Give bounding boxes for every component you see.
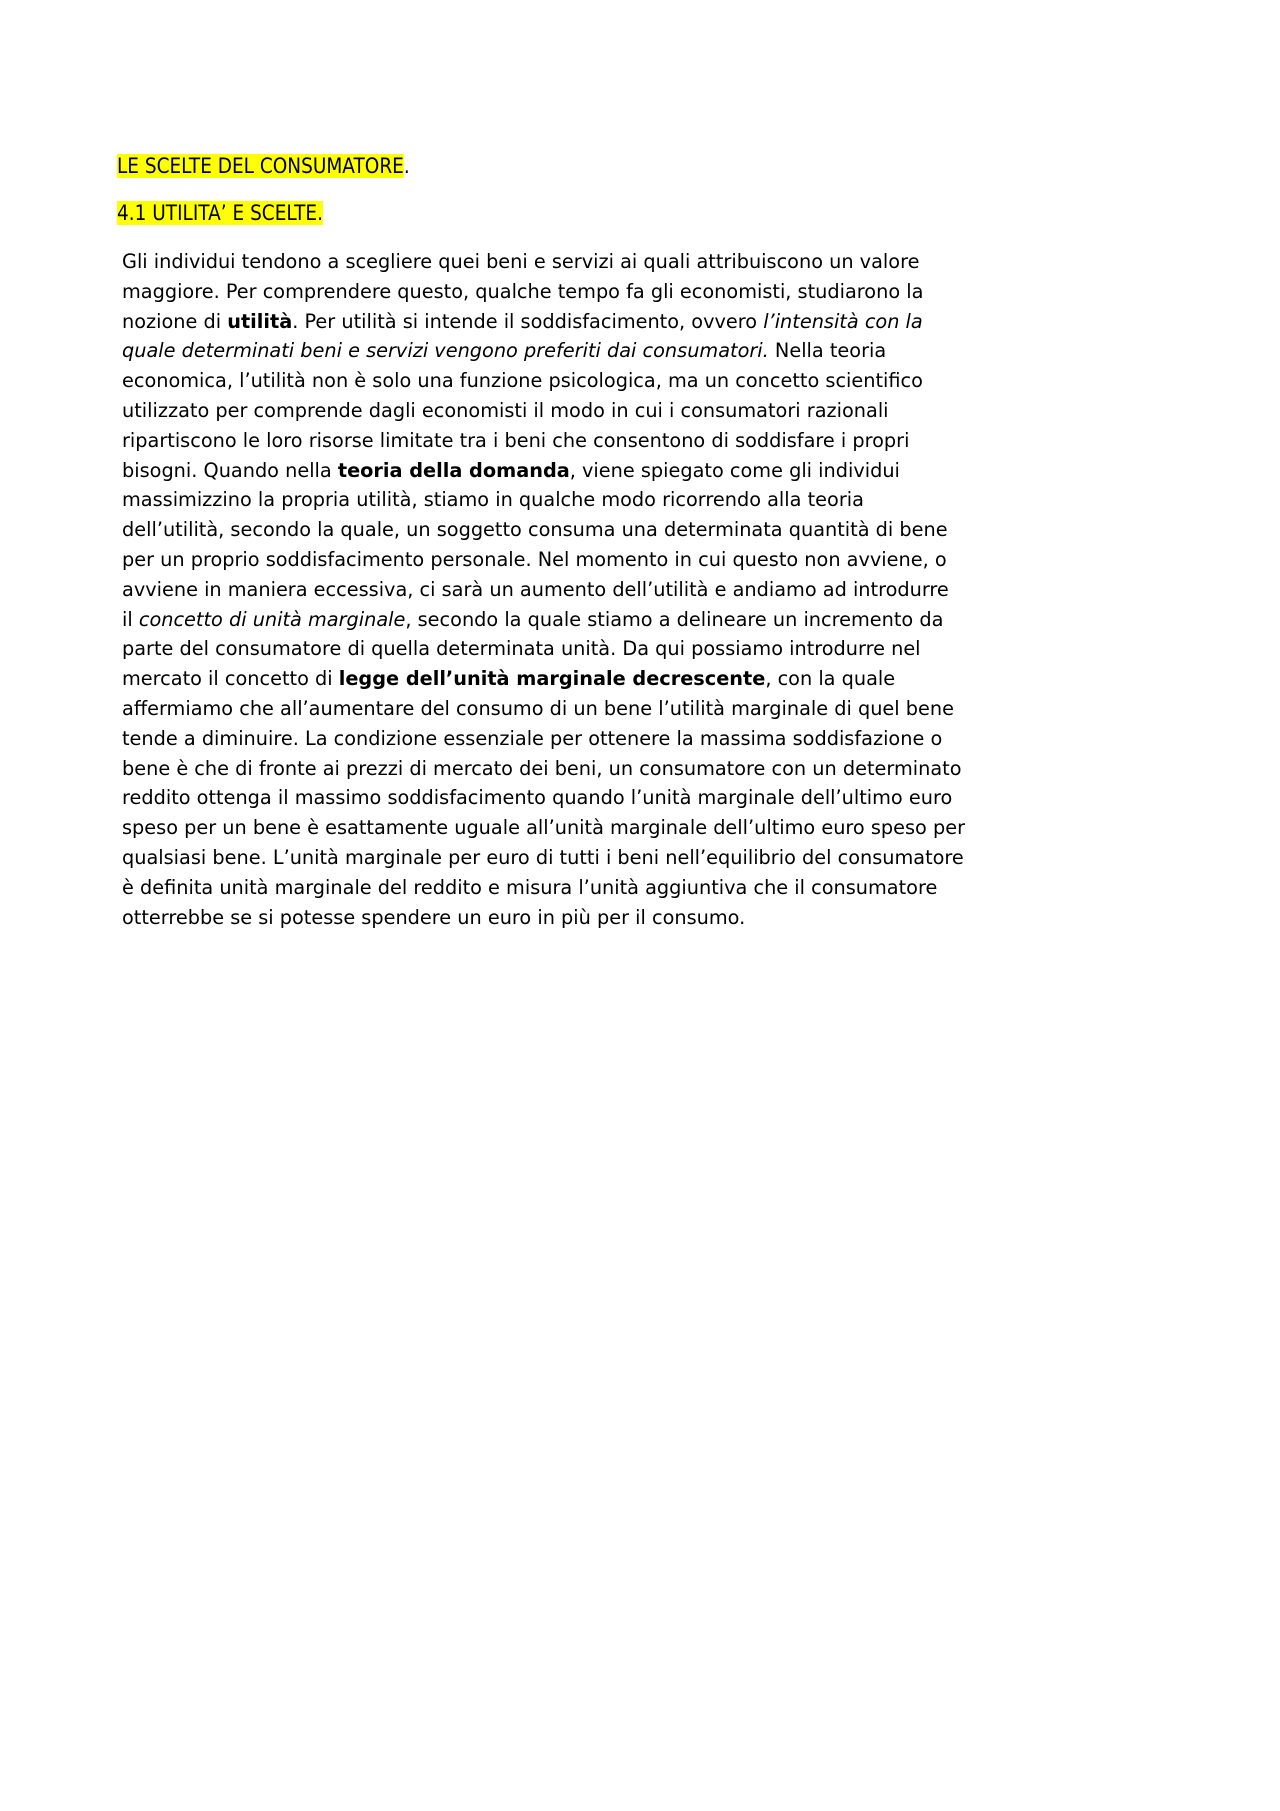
paragraph-line bbox=[122, 485, 965, 515]
text-run: Nella teoria bbox=[768, 339, 887, 363]
paragraph-line bbox=[122, 634, 965, 664]
paragraph-line bbox=[122, 426, 965, 456]
title-period: . bbox=[403, 154, 410, 178]
text-run: ripartiscono le loro risorse limitate tra i beni che consentono di soddisfare i propri bbox=[122, 428, 910, 452]
paragraph-line bbox=[122, 724, 965, 754]
italic-text: l’intensità con la bbox=[763, 309, 923, 333]
paragraph-line bbox=[122, 277, 965, 307]
paragraph-line bbox=[122, 754, 965, 784]
paragraph-line bbox=[122, 545, 965, 575]
text-run: , con la quale bbox=[765, 667, 896, 691]
text-run: per un proprio soddisfacimento personale. Nel momento in cui questo non avviene, o bbox=[122, 547, 947, 571]
paragraph-line bbox=[122, 605, 965, 635]
text-run: , viene spiegato come gli individui bbox=[569, 458, 900, 482]
paragraph-line bbox=[122, 336, 965, 366]
section-heading bbox=[117, 199, 323, 227]
paragraph-line bbox=[122, 694, 965, 724]
text-run: . Per utilità si intende il soddisfacimento, ovvero bbox=[292, 309, 764, 333]
text-run: bisogni. Quando nella bbox=[122, 458, 338, 482]
text-run: nozione di bbox=[122, 309, 228, 333]
paragraph-line bbox=[122, 307, 965, 337]
body-paragraph bbox=[122, 247, 965, 932]
text-run: mercato il concetto di bbox=[122, 667, 339, 691]
italic-text: quale determinati beni e servizi vengono preferiti dai consumatori. bbox=[122, 339, 769, 363]
text-run: parte del consumatore di quella determinata unità. Da qui possiamo introdurre nel bbox=[122, 637, 921, 661]
paragraph-line bbox=[122, 575, 965, 605]
text-run: otterrebbe se si potesse spendere un euro in più per il consumo. bbox=[122, 905, 746, 929]
text-run: dell’utilità, secondo la quale, un soggetto consuma una determinata quantità di bene bbox=[122, 518, 948, 542]
paragraph-line bbox=[122, 903, 965, 933]
paragraph-line bbox=[122, 783, 965, 813]
bold-text: utilità bbox=[227, 309, 293, 333]
text-run: Gli individui tendono a scegliere quei beni e servizi ai quali attribuiscono un valore bbox=[122, 250, 920, 273]
title-text: LE SCELTE DEL CONSUMATORE bbox=[117, 154, 404, 178]
text-run: qualsiasi bene. L’unità marginale per euro di tutti i beni nell’equilibrio del consumatore bbox=[122, 845, 964, 869]
bold-text: teoria della domanda bbox=[337, 458, 570, 482]
text-run: speso per un bene è esattamente uguale all’unità marginale dell’ultimo euro speso per bbox=[122, 816, 965, 840]
section-heading-text: 4.1 UTILITA’ E SCELTE. bbox=[117, 201, 323, 225]
text-run: bene è che di fronte ai prezzi di mercato dei beni, un consumatore con un determinato bbox=[122, 756, 962, 780]
text-run: affermiamo che all’aumentare del consumo di un bene l’utilità marginale di quel bene bbox=[122, 696, 954, 720]
paragraph-line bbox=[122, 515, 965, 545]
paragraph-line bbox=[122, 366, 965, 396]
text-run: , secondo la quale stiamo a delineare un incremento da bbox=[405, 607, 944, 631]
text-run: è definita unità marginale del reddito e misura l’unità aggiuntiva che il consumatore bbox=[122, 875, 938, 899]
text-run: reddito ottenga il massimo soddisfacimento quando l’unità marginale dell’ultimo euro bbox=[122, 786, 953, 810]
paragraph-line bbox=[122, 843, 965, 873]
paragraph-line bbox=[122, 813, 965, 843]
document-title bbox=[117, 152, 410, 180]
paragraph-line bbox=[122, 664, 965, 694]
text-run: utilizzato per comprende dagli economisti il modo in cui i consumatori razionali bbox=[122, 398, 889, 422]
paragraph-line bbox=[122, 396, 965, 426]
text-run: economica, l’utilità non è solo una funzione psicologica, ma un concetto scientifico bbox=[122, 369, 923, 393]
text-run: avviene in maniera eccessiva, ci sarà un aumento dell’utilità e andiamo ad introdurre bbox=[122, 577, 949, 601]
paragraph-line bbox=[122, 456, 965, 486]
text-run: tende a diminuire. La condizione essenziale per ottenere la massima soddisfazione o bbox=[122, 726, 943, 750]
text-run: massimizzino la propria utilità, stiamo in qualche modo ricorrendo alla teoria bbox=[122, 488, 864, 512]
paragraph-line bbox=[122, 873, 965, 903]
text-run: il bbox=[122, 607, 139, 631]
paragraph-line bbox=[122, 247, 965, 277]
italic-text: concetto di unità marginale bbox=[138, 607, 406, 631]
text-run: maggiore. Per comprendere questo, qualche tempo fa gli economisti, studiarono la bbox=[122, 279, 924, 303]
bold-text: legge dell’unità marginale decrescente bbox=[338, 667, 766, 691]
